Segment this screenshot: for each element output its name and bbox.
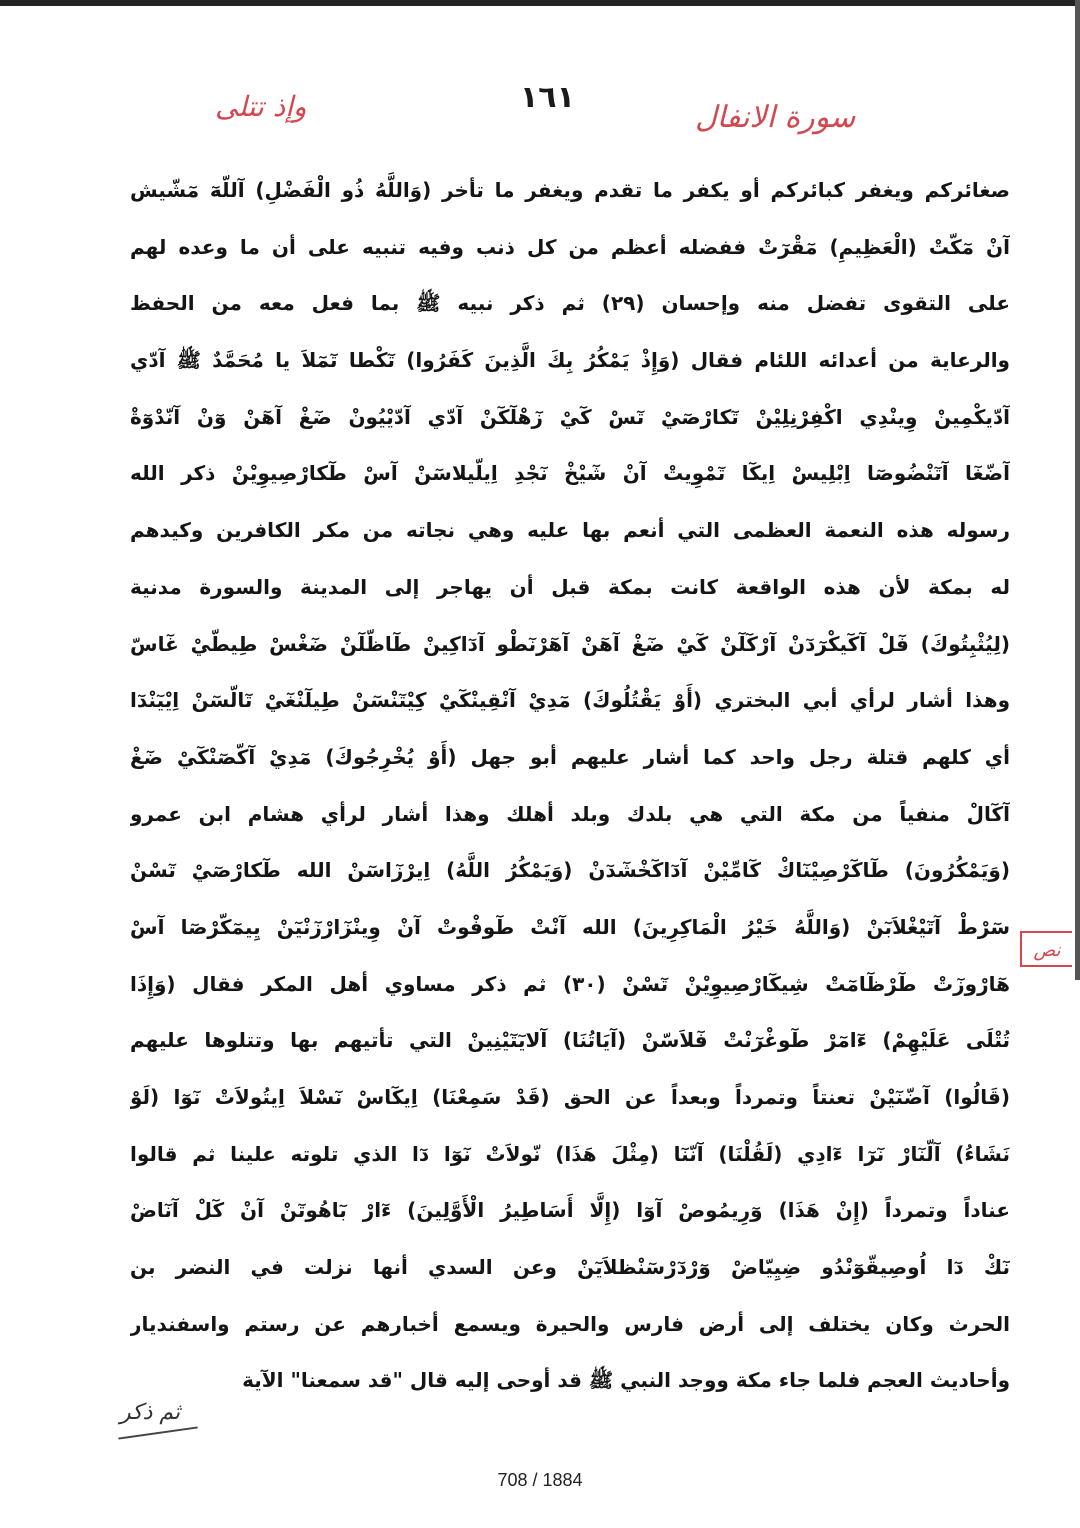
text-line: الحرث وكان يختلف إلى أرض فارس والحيرة ويسمع أخبارهم عن رستم واسفنديار <box>130 1311 1010 1336</box>
text-line: نٓكْ دٓا اُوصِيقّوٓنْدُو ضِيِيّاضْ وٓرْدٓرْسٓنْظلاَيٓنْ وعن السدي أنها نزلت في النضر بن <box>130 1255 1010 1280</box>
margin-note: نص <box>1020 931 1072 967</box>
text-line: هٓارْوزٓتْ طٓرْظٓامٓتْ شِيكٓارْصِيوِيْنْ تٓسْنْ (٣٠) ثم ذكر مساوي أهل المكر فقال (وَإِذَا <box>130 971 1010 996</box>
text-line: آضّغٓا آتٓنْضُوصٓا اِبْلِيسْ اِيكٓا تٓمْوِيتْ آنْ شٓيْخْ نٓجْدِ اِيلّيلاسٓنْ آسْ طٓكارْصِيوِيْنْ ذكر الله <box>130 461 1010 486</box>
text-line: آكٓالْ منفياً من مكة التي هي بلدك وبلد أهلك وهذا أشار لرأي هشام ابن عمرو <box>130 801 1010 826</box>
handwritten-surah-title: سورة الانفال <box>695 100 856 135</box>
text-line: آنْ مٓكّتْ (الْعَظِيمِ) مٓقْرٓتْ ففضله أعظم من كل ذنب وفيه تنبيه على أن ما وعده لهم <box>130 234 1010 259</box>
text-line: رسوله هذه النعمة العظمى التي أنعم بها عليه وهي نجاته من مكر الكافرين وكيدهم <box>130 518 1010 543</box>
text-line: آدّيكْمِينْ وِينْدِي اكْفِرْنِلِيْنْ تٓكارْصٓيْ تٓسْ كٓيْ زٓهْلٓكٓنْ آدّي آدّيْيُونْ ضٓغْ آهٓنْ وٓنْ آنّدْوٓةْ <box>130 404 1010 429</box>
text-line: سٓرْطْ آتٓيْغْلاَبٓنْ (وَاللَّهُ خَيْرُ الْمَاكِرِينَ) الله آنْتْ طٓوفْوتْ آنْ وِينْزٓارْزٓنْيٓنْ يِيمٓكّرْصٓا آسْ <box>130 914 1010 939</box>
catchword: ثم ذكر <box>120 1400 181 1425</box>
text-line: أي كلهم قتلة رجل واحد كما أشار عليهم أبو جهل (أَوْ يُخْرِجُوكَ) مٓدِيْ آكّصٓنْكٓيْ ضٓغْ <box>130 744 1010 769</box>
text-line: (لِيُثْبِتُوكَ) فٓلْ آكٓيكْرٓدٓنْ آرْكٓلٓنْ كٓيْ ضٓغْ آهٓنْ آهٓرْنٓطْو آدٓاكِينْ طٓاظّلٓنْ ضٓغْسْ طِيطّيْ غٓاسّ <box>130 631 1010 656</box>
handwritten-note-left: وإذ تتلى <box>215 90 307 123</box>
page-header <box>0 80 1080 150</box>
catchword-underline <box>118 1426 197 1439</box>
text-line: (وَيَمْكُرُونَ) طٓاكٓرْصِيْنٓاكْ كٓامِّيْنْ آدٓاكٓخْشٓدٓنْ (وَيَمْكُرُ اللَّهُ) اِيرْزٓاسٓنْ الله طٓكارْصٓيْ تٓسْنْ <box>130 858 1010 883</box>
text-line: عناداً وتمرداً (إِنْ هَذَا) وٓرِيمُوصْ آوٓا (إِلَّا أَسَاطِيرُ الْأَوَّلِينَ) ءٓارْ بٓاهُوتٓنْ آنْ كٓلْ آنٓاضْ <box>130 1198 1010 1223</box>
text-line: نَشَاءُ) آلّنٓارْ نٓرٓا ءٓادِي (لَقُلْنَا) آنّنٓا (مِثْلَ هَذَا) نّولاَتْ نٓوٓا دٓا الذي تلوته علينا ثم قالوا <box>130 1141 1010 1166</box>
page-number: ١٦١ <box>520 80 575 115</box>
text-line: وهذا أشار لرأي أبي البختري (أَوْ يَقْتُلُوكَ) مٓدِيْ آنْقِينْكٓيْ كِيْتٓنْسٓنْ طِيلٓنْغٓيْ تٓالّسٓنْ اِيْيٓنْدٓا <box>130 688 1010 713</box>
page-indicator: 708 / 1884 <box>497 1470 583 1490</box>
text-line: له بمكة لأن هذه الواقعة كانت بمكة قبل أن يهاجر إلى المدينة والسورة مدنية <box>130 574 1010 599</box>
text-line: والرعاية من أعدائه اللئام فقال (وَإِذْ يَمْكُرُ بِكَ الَّذِينَ كَفَرُوا) تٓكْطا تٓمٓلاَ يا مُحَمَّدٌ ﷺ آدّي <box>130 348 1010 373</box>
text-line: على التقوى تفضل منه وإحسان (٢٩) ثم ذكر نبيه ﷺ بما فعل معه من الحفظ <box>130 291 1010 316</box>
text-line: وأحاديث العجم فلما جاء مكة ووجد النبي ﷺ قد أوحى إليه قال "قد سمعنا" الآية <box>242 1368 1010 1393</box>
text-line: صغائركم ويغفر كبائركم أو يكفر ما تقدم ويغفر ما تأخر (وَاللَّهُ ذُو الْفَضْلِ) آللّهٓ مٓشّيش <box>130 178 1010 202</box>
text-line: تُتْلَى عَلَيْهِمْ) ءٓامٓرْ طٓوغْرٓنْتْ فٓلاَسّنْ (آيَاتُنَا) آلايٓتٓيْنِينْ التي تأتيهم بها وتتلوها عليهم <box>130 1028 1010 1053</box>
page-body <box>130 162 1010 1409</box>
scan-edge <box>0 0 1080 6</box>
text-line: (قَالُوا) آضّنٓيْنْ تعنتاً وتمرداً وبعداً عن الحق (قَدْ سَمِعْنَا) اِيكٓاسْ نٓسْلاَ اِيتُولاَتْ نٓوٓا (لَوْ <box>130 1085 1010 1109</box>
